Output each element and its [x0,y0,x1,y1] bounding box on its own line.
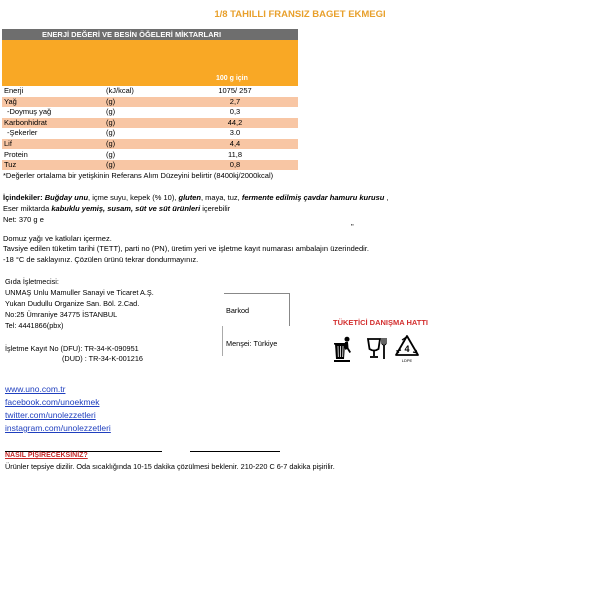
ingredients-text: , içme suyu, kepek (% 10), [88,193,179,202]
nutrition-row [2,139,298,149]
howto-divider-right [190,451,280,452]
nutrient-unit: (g) [106,149,116,159]
nutrient-value: 0,3 [229,107,241,117]
nutrition-header [2,29,298,86]
nutrition-row [2,97,298,107]
nutrient-unit: (g) [106,107,116,117]
recycle-material: LDPE [401,358,413,363]
nutrient-unit: (kJ/kcal) [106,86,134,95]
company-tel: Tel: 4441866(pbx) [5,321,64,330]
registration-dud: (DUD) : TR-34-K-001216 [62,354,143,363]
trace-suffix: içerebilir [200,204,231,213]
nutrient-name: Enerji [4,86,24,95]
howto-text: Ürünler tepsiye dizilir. Oda sıcaklığında 10-15 dakika çözülmesi beklenir. 210-220 C 6-7 dakika pişirilir. [5,462,335,471]
quote-mark: " [351,222,354,231]
nutrition-header-bar [2,29,298,40]
nutrient-value: 1075/ 257 [218,86,252,95]
registration-dfu: İşletme Kayıt No (DFU): TR-34-K-090951 [5,344,139,353]
product-title: 1/8 TAHILLI FRANSIZ BAGET EKMEGI [214,9,386,20]
nutrient-value: 44,2 [227,117,243,127]
nutrition-row [2,150,298,160]
allergen-trace: kabuklu yemiş, susam, süt ve süt ürünleri [51,204,201,213]
nutrition-header-title: ENERJİ DEĞERİ VE BESİN ÖĞELERİ MİKTARLARI [42,30,222,39]
nutrient-name: Karbonhidrat [4,117,47,127]
company-address-1: Yukarı Dudullu Organize San. Böl. 2.Cad. [5,299,140,308]
info-storage: -18 °C de saklayınız. Çözülen ürünü tekrar dondurmayınız. [3,255,199,264]
nutrition-row [2,128,298,138]
nutrient-value: 4,4 [229,139,241,148]
recycle-ldpe-icon [394,334,420,364]
ingredients-text: , [384,193,389,202]
info-tett: Tavsiye edilen tüketim tarihi (TETT), parti no (PN), üretim yeri ve işletme kayıt numarası ambalajın üzerindedir. [3,244,369,253]
ingredients-label: İçindekiler: [3,193,43,202]
nutrition-row [2,107,298,117]
nutrition-row [2,118,298,128]
nutrition-row [2,86,298,96]
nutrient-name: Lif [4,139,12,148]
barcode-divider [222,326,223,356]
link-instagram[interactable]: instagram.com/unolezzetleri [5,423,111,433]
link-twitter[interactable]: twitter.com/unolezzetleri [5,410,96,420]
nutrient-value: 2,7 [229,96,241,106]
howto-title: NASIL PİŞİRECEKSİNİZ? [5,452,88,459]
food-safe-icon [366,335,390,361]
trash-bin-icon [332,336,356,362]
nutrient-name: Tuz [4,160,17,170]
ingredient-wheat-flour: Buğday unu [42,193,89,202]
nutrient-name: -Doymuş yağ [7,107,52,117]
nutrient-name: -Şekerler [7,128,38,138]
nutrient-unit: (g) [106,160,116,170]
ingredients-line-1 [3,193,389,203]
nutrient-unit: (g) [106,96,116,106]
nutrient-unit: (g) [106,128,116,138]
ingredient-gluten: gluten [178,193,201,202]
nutrient-unit: (g) [106,117,116,127]
info-no-pork: Domuz yağı ve katkıları içermez. [3,234,112,243]
ingredients-line-2 [3,204,230,214]
link-facebook[interactable]: facebook.com/unoekmek [5,397,100,407]
link-website[interactable]: www.uno.com.tr [5,384,66,394]
ingredients-text: , maya, tuz, [200,193,242,202]
nutrient-value: 3.0 [229,128,241,138]
company-address-2: No:25 Ümraniye 34775 İSTANBUL [5,310,118,319]
origin-label: Menşei: Türkiye [226,339,278,348]
company-heading: Gıda İşletmecisi: [5,277,59,286]
nutrition-row [2,160,298,170]
nutrient-value: 0,8 [229,160,241,170]
company-name: UNMAŞ Unlu Mamuller Sanayi ve Ticaret A.Ş. [5,288,154,297]
nutrient-name: Protein [4,149,28,159]
barcode-label: Barkod [226,306,250,315]
consumer-hotline: TÜKETİCİ DANIŞMA HATTI [333,318,428,327]
nutrient-unit: (g) [106,139,116,148]
nutrition-footnote: *Değerler ortalama bir yetişkinin Referans Alım Düzeyini belirtir (8400kj/2000kcal) [3,171,274,180]
recycle-code: 4 [404,344,410,354]
nutrient-value: 11,8 [227,149,243,159]
trace-label: Eser miktarda [3,204,52,213]
nutrient-name: Yağ [4,96,17,106]
per-100g-label: 100 g için [216,75,248,82]
net-weight: Net: 370 g e [3,215,44,224]
ingredient-rye-sourdough: fermente edilmiş çavdar hamuru kurusu [241,193,385,202]
